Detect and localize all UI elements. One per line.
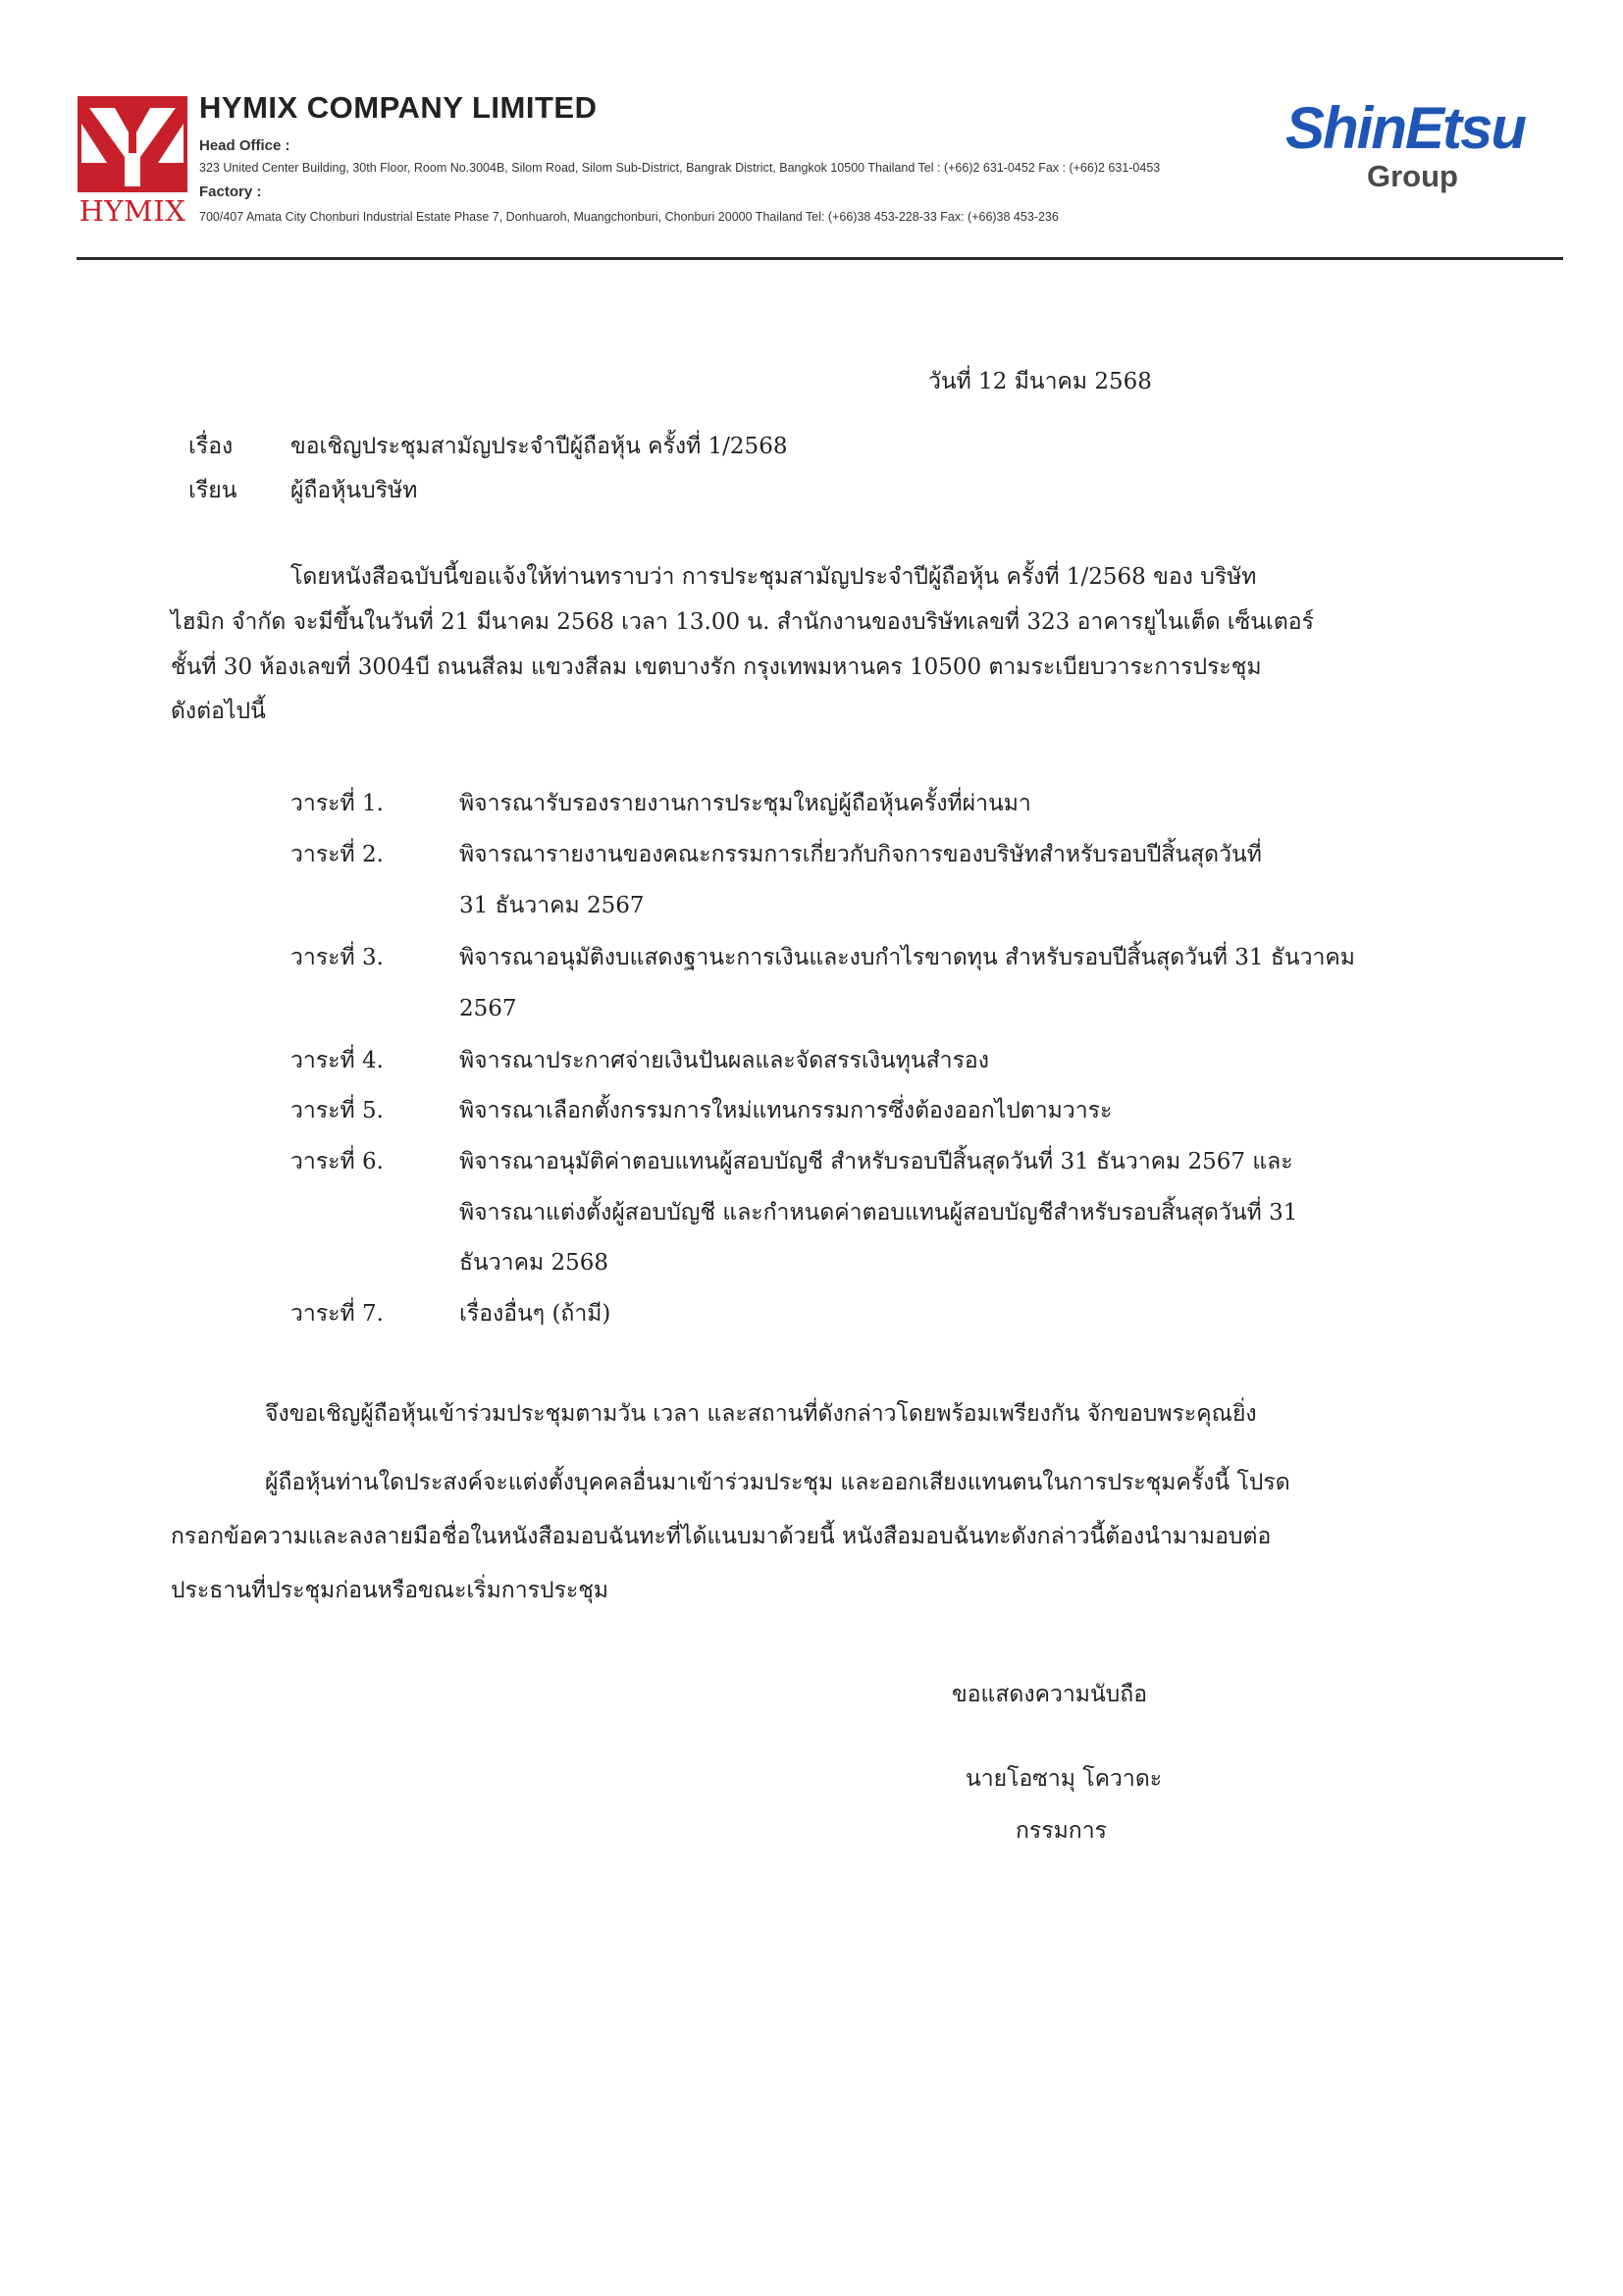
agenda-label: วาระที่ 6.	[290, 1149, 384, 1174]
signer-name: นายโอซามุ โควาดะ	[966, 1766, 1163, 1792]
intro-line: ชั้นที่ 30 ห้องเลขที่ 3004บี ถนนสีลม แขวงสีลม เขตบางรัก กรุงเทพมหานคร 10500 ตามระเบียบวาระการประชุม	[171, 654, 1262, 680]
agenda-text: พิจารณาประกาศจ่ายเงินปันผลและจัดสรรเงินทุนสำรอง	[459, 1048, 989, 1073]
proxy-line: ผู้ถือหุ้นท่านใดประสงค์จะแต่งตั้งบุคคลอื่นมาเข้าร่วมประชุม และออกเสียงแทนตนในการประชุมครั้งนี้ โปรด	[265, 1470, 1290, 1495]
agenda-label: วาระที่ 5.	[290, 1098, 384, 1123]
head-office-address: 323 United Center Building, 30th Floor, Room No.3004B, Silom Road, Silom Sub-District, Bangrak District, Bangkok 10500 Thailand Tel : (+66)2 631-0452 Fax : (+66)2 631-0453	[199, 161, 1161, 175]
letter-date: วันที่ 12 มีนาคม 2568	[928, 369, 1152, 394]
shinetsu-logo: ShinEtsu	[1285, 95, 1526, 161]
head-office-label: Head Office :	[199, 137, 290, 154]
agenda-text: ธันวาคม 2568	[459, 1250, 608, 1276]
header-divider	[77, 257, 1563, 260]
shinetsu-group-label: Group	[1367, 159, 1458, 193]
agenda-text: พิจารณารายงานของคณะกรรมการเกี่ยวกับกิจการของบริษัทสำหรับรอบปีสิ้นสุดวันที่	[459, 842, 1262, 867]
agenda-text: พิจารณาแต่งตั้งผู้สอบบัญชี และกำหนดค่าตอบแทนผู้สอบบัญชีสำหรับรอบสิ้นสุดวันที่ 31	[459, 1200, 1298, 1226]
subject-text: ขอเชิญประชุมสามัญประจำปีผู้ถือหุ้น ครั้งที่ 1/2568	[290, 434, 788, 459]
agenda-label: วาระที่ 4.	[290, 1048, 384, 1073]
agenda-text: พิจารณาเลือกตั้งกรรมการใหม่แทนกรรมการซึ่งต้องออกไปตามวาระ	[459, 1098, 1113, 1123]
agenda-text: พิจารณาอนุมัติค่าตอบแทนผู้สอบบัญชี สำหรับรอบปีสิ้นสุดวันที่ 31 ธันวาคม 2567 และ	[459, 1149, 1293, 1174]
to-text: ผู้ถือหุ้นบริษัท	[290, 478, 418, 503]
agenda-text: 31 ธันวาคม 2567	[459, 893, 645, 918]
closing-text: ขอแสดงความนับถือ	[952, 1682, 1148, 1707]
subject-label: เรื่อง	[188, 434, 234, 459]
agenda-label: วาระที่ 1.	[290, 791, 384, 816]
proxy-line: กรอกข้อความและลงลายมือชื่อในหนังสือมอบฉันทะที่ได้แนบมาด้วยนี้ หนังสือมอบฉันทะดังกล่าวนี้ต้องนำมามอบต่อ	[171, 1524, 1272, 1549]
to-label: เรียน	[188, 478, 237, 503]
hymix-logo-text: HYMIX	[79, 194, 186, 228]
agenda-label: วาระที่ 7.	[290, 1301, 384, 1327]
signer-title: กรรมการ	[1016, 1818, 1107, 1844]
hymix-logo	[77, 96, 188, 228]
agenda-text: 2567	[459, 996, 517, 1021]
factory-address: 700/407 Amata City Chonburi Industrial Estate Phase 7, Donhuaroh, Muangchonburi, Chonburi 20000 Thailand Tel: (+66)38 453-228-33 Fax: (+66)38 453-236	[199, 210, 1059, 224]
intro-line: โดยหนังสือฉบับนี้ขอแจ้งให้ท่านทราบว่า การประชุมสามัญประจำปีผู้ถือหุ้น ครั้งที่ 1/2568 ของ บริษัท	[290, 564, 1257, 590]
agenda-text: เรื่องอื่นๆ (ถ้ามี)	[459, 1301, 611, 1327]
invitation-text: จึงขอเชิญผู้ถือหุ้นเข้าร่วมประชุมตามวัน เวลา และสถานที่ดังกล่าวโดยพร้อมเพรียงกัน จักขอบพระคุณยิ่ง	[265, 1401, 1257, 1427]
agenda-label: วาระที่ 3.	[290, 945, 384, 970]
factory-label: Factory :	[199, 183, 262, 200]
company-name: HYMIX COMPANY LIMITED	[199, 90, 598, 125]
intro-line: ไฮมิก จำกัด จะมีขึ้นในวันที่ 21 มีนาคม 2568 เวลา 13.00 น. สำนักงานของบริษัทเลขที่ 323 อาคารยูไนเต็ด เซ็นเตอร์	[171, 609, 1314, 635]
agenda-text: พิจารณาอนุมัติงบแสดงฐานะการเงินและงบกำไรขาดทุน สำหรับรอบปีสิ้นสุดวันที่ 31 ธันวาคม	[459, 945, 1355, 970]
proxy-line: ประธานที่ประชุมก่อนหรือขณะเริ่มการประชุม	[171, 1578, 609, 1603]
agenda-text: พิจารณารับรองรายงานการประชุมใหญ่ผู้ถือหุ้นครั้งที่ผ่านมา	[459, 791, 1031, 816]
agenda-label: วาระที่ 2.	[290, 842, 384, 867]
intro-line: ดังต่อไปนี้	[171, 699, 266, 724]
hymix-logo-mark	[78, 96, 187, 194]
